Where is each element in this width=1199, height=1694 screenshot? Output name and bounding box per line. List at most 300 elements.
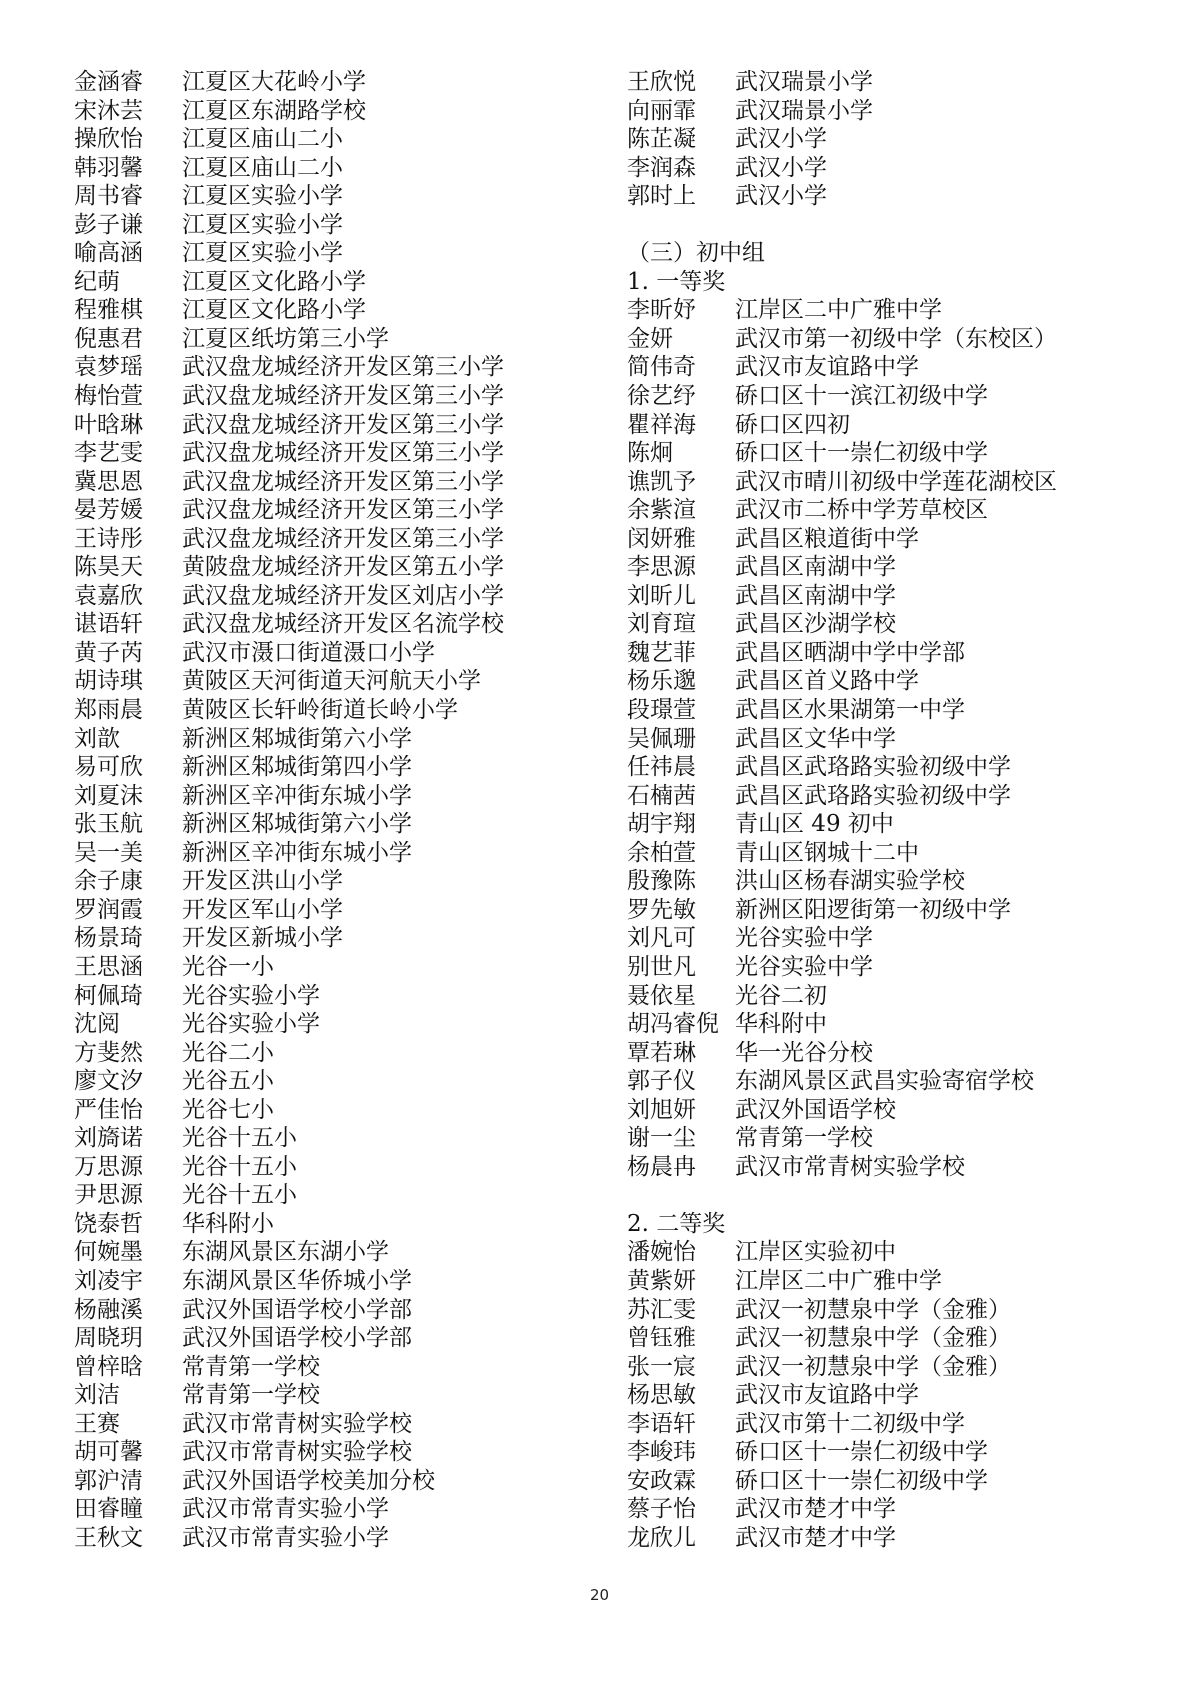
school-name: 武昌区武珞路实验初级中学 — [735, 782, 1011, 809]
award-entry-row — [74, 867, 594, 896]
award-entry-row — [74, 1238, 594, 1267]
award-entry-row — [74, 1067, 594, 1096]
school-name: 新洲区邾城街第四小学 — [182, 754, 412, 781]
awardee-name: 苏汇雯 — [627, 1296, 696, 1323]
school-name: 武汉盘龙城经济开发区刘店小学 — [182, 582, 504, 609]
award-entry-row — [627, 525, 1167, 554]
section-spacer — [627, 1181, 1167, 1210]
award-entry-row — [74, 1324, 594, 1353]
awardee-name: 刘歆 — [74, 725, 120, 752]
award-entry-row — [74, 211, 594, 240]
award-entry-row — [627, 325, 1167, 354]
school-name: 武汉一初慧泉中学（金雅） — [735, 1353, 1011, 1380]
awardee-name: 殷豫陈 — [627, 868, 696, 895]
school-name: 武汉一初慧泉中学（金雅） — [735, 1325, 1011, 1352]
awardee-name: 聂依星 — [627, 982, 696, 1009]
school-name: 光谷十五小 — [182, 1153, 297, 1180]
award-entry-row — [74, 639, 594, 668]
awardee-name: 田睿瞳 — [74, 1496, 143, 1523]
school-name: 武昌区沙湖学校 — [735, 611, 896, 638]
second-prize-list — [627, 1238, 1167, 1552]
award-entry-row — [627, 382, 1167, 411]
award-entry-row — [627, 1467, 1167, 1496]
awardee-name: 王诗彤 — [74, 525, 143, 552]
awardee-name: 曾钰雅 — [627, 1325, 696, 1352]
awardee-name: 余子康 — [74, 868, 143, 895]
school-name: 洪山区杨春湖实验学校 — [735, 868, 965, 895]
left-column — [74, 68, 594, 1552]
award-entry-row — [627, 782, 1167, 811]
awardee-name: 袁嘉欣 — [74, 582, 143, 609]
awardee-name: 刘夏沫 — [74, 782, 143, 809]
school-name: 硚口区十一崇仁初级中学 — [735, 1467, 988, 1494]
award-entry-row — [627, 1067, 1167, 1096]
school-name: 东湖风景区华侨城小学 — [182, 1267, 412, 1294]
awardee-name: 蔡子怡 — [627, 1496, 696, 1523]
awardee-name: 周晓玥 — [74, 1325, 143, 1352]
award-entry-row — [627, 68, 1167, 97]
school-name: 武汉瑞景小学 — [735, 97, 873, 124]
awardee-name: 胡宇翔 — [627, 811, 696, 838]
award-entry-row — [627, 296, 1167, 325]
award-entry-row — [74, 1096, 594, 1125]
school-name: 光谷七小 — [182, 1096, 274, 1123]
school-name: 江夏区纸坊第三小学 — [182, 325, 389, 352]
award-entry-row — [627, 753, 1167, 782]
school-name: 武汉市友谊路中学 — [735, 354, 919, 381]
school-name: 武汉瑞景小学 — [735, 69, 873, 95]
awardee-name: 金涵睿 — [74, 69, 143, 95]
school-name: 光谷十五小 — [182, 1182, 297, 1209]
awardee-name: 罗先敏 — [627, 896, 696, 923]
school-name: 武汉小学 — [735, 183, 827, 210]
awardee-name: 黄紫妍 — [627, 1267, 696, 1294]
award-entry-row — [74, 982, 594, 1011]
school-name: 江夏区文化路小学 — [182, 297, 366, 324]
awardee-name: 周书睿 — [74, 183, 143, 210]
awardee-name: 廖文汐 — [74, 1068, 143, 1095]
school-name: 武汉盘龙城经济开发区第三小学 — [182, 497, 504, 524]
awardee-name: 沈阅 — [74, 1011, 120, 1038]
school-name: 武汉市第十二初级中学 — [735, 1410, 965, 1437]
awardee-name: 石楠茜 — [627, 782, 696, 809]
award-entry-row — [74, 411, 594, 440]
school-name: 江岸区二中广雅中学 — [735, 297, 942, 324]
award-entry-row — [74, 325, 594, 354]
award-entry-row — [74, 1124, 594, 1153]
school-name: 武汉盘龙城经济开发区第三小学 — [182, 354, 504, 381]
school-name: 武汉外国语学校 — [735, 1096, 896, 1123]
award-entry-row — [74, 1210, 594, 1239]
awardee-name: 杨景琦 — [74, 925, 143, 952]
award-entry-row — [74, 725, 594, 754]
award-entry-row — [627, 982, 1167, 1011]
awardee-name: 任祎晨 — [627, 754, 696, 781]
awardee-name: 陈芷凝 — [627, 126, 696, 153]
awardee-name: 吴佩珊 — [627, 725, 696, 752]
awardee-name: 陈昊天 — [74, 554, 143, 581]
school-name: 光谷实验小学 — [182, 982, 320, 1009]
awardee-name: 陈炯 — [627, 440, 673, 467]
awardee-name: 李艺雯 — [74, 440, 143, 467]
school-name: 开发区军山小学 — [182, 896, 343, 923]
school-name: 黄陂区长轩岭街道长岭小学 — [182, 697, 458, 724]
awardee-name: 李昕妤 — [627, 297, 696, 324]
awardee-name: 冀思恩 — [74, 468, 143, 495]
school-name: 武汉小学 — [735, 126, 827, 153]
awardee-name: 杨融溪 — [74, 1296, 143, 1323]
awardee-name: 王欣悦 — [627, 69, 696, 95]
first-prize-heading: 1. 一等奖 — [627, 268, 726, 295]
school-name: 江岸区实验初中 — [735, 1239, 896, 1266]
school-name: 东湖风景区武昌实验寄宿学校 — [735, 1068, 1034, 1095]
awardee-name: 魏艺菲 — [627, 639, 696, 666]
school-name: 新洲区辛冲街东城小学 — [182, 839, 412, 866]
school-name: 江夏区庙山二小 — [182, 154, 343, 181]
award-entry-row — [627, 411, 1167, 440]
awardee-name: 喻高涵 — [74, 240, 143, 267]
awardee-name: 简伟奇 — [627, 354, 696, 381]
school-name: 武汉市晴川初级中学莲花湖校区 — [735, 468, 1057, 495]
school-name: 光谷实验小学 — [182, 1011, 320, 1038]
awardee-name: 郭子仪 — [627, 1068, 696, 1095]
school-name: 新洲区邾城街第六小学 — [182, 725, 412, 752]
school-name: 江夏区实验小学 — [182, 183, 343, 210]
award-entry-row — [74, 525, 594, 554]
awardee-name: 郭沪清 — [74, 1467, 143, 1494]
awardee-name: 谯凯予 — [627, 468, 696, 495]
award-entry-row — [627, 1010, 1167, 1039]
award-entry-row — [627, 1039, 1167, 1068]
award-entry-row — [627, 496, 1167, 525]
award-entry-row — [627, 839, 1167, 868]
award-entry-row — [627, 924, 1167, 953]
awardee-name: 李语轩 — [627, 1410, 696, 1437]
awardee-name: 刘育瑄 — [627, 611, 696, 638]
school-name: 开发区洪山小学 — [182, 868, 343, 895]
award-entry-row — [627, 667, 1167, 696]
award-entry-row — [627, 810, 1167, 839]
award-entry-row — [74, 439, 594, 468]
awardee-name: 罗润霞 — [74, 896, 143, 923]
award-entry-row — [74, 610, 594, 639]
awardee-name: 安政霖 — [627, 1467, 696, 1494]
award-entry-row — [74, 667, 594, 696]
awardee-name: 刘旭妍 — [627, 1096, 696, 1123]
award-entry-row — [627, 696, 1167, 725]
school-name: 武汉盘龙城经济开发区第三小学 — [182, 411, 504, 438]
school-name: 江夏区文化路小学 — [182, 268, 366, 295]
school-name: 光谷五小 — [182, 1068, 274, 1095]
awardee-name: 王思涵 — [74, 953, 143, 980]
awardee-name: 胡可馨 — [74, 1439, 143, 1466]
awardee-name: 胡冯睿倪 — [627, 1011, 719, 1038]
award-entry-row — [74, 896, 594, 925]
school-name: 武汉外国语学校美加分校 — [182, 1467, 435, 1494]
school-name: 硚口区四初 — [735, 411, 850, 438]
school-name: 东湖风景区东湖小学 — [182, 1239, 389, 1266]
school-name: 江夏区大花岭小学 — [182, 69, 366, 95]
award-entry-row — [627, 468, 1167, 497]
awardee-name: 刘凌宇 — [74, 1267, 143, 1294]
award-entry-row — [74, 953, 594, 982]
awardee-name: 张一宸 — [627, 1353, 696, 1380]
award-entry-row — [627, 125, 1167, 154]
school-name: 武昌区晒湖中学中学部 — [735, 639, 965, 666]
award-entry-row — [74, 553, 594, 582]
school-name: 江夏区庙山二小 — [182, 126, 343, 153]
awardee-name: 潘婉怡 — [627, 1239, 696, 1266]
award-entry-row — [627, 610, 1167, 639]
school-name: 武汉盘龙城经济开发区第三小学 — [182, 525, 504, 552]
school-name: 常青第一学校 — [735, 1125, 873, 1152]
awardee-name: 易可欣 — [74, 754, 143, 781]
award-entry-row — [74, 182, 594, 211]
school-name: 光谷二小 — [182, 1039, 274, 1066]
school-name: 武昌区武珞路实验初级中学 — [735, 754, 1011, 781]
awardee-name: 叶晗琳 — [74, 411, 143, 438]
awardee-name: 方斐然 — [74, 1039, 143, 1066]
award-entry-row — [627, 582, 1167, 611]
school-name: 武昌区粮道街中学 — [735, 525, 919, 552]
school-name: 武汉外国语学校小学部 — [182, 1296, 412, 1323]
school-name: 硚口区十一崇仁初级中学 — [735, 1439, 988, 1466]
awardee-name: 饶泰哲 — [74, 1210, 143, 1237]
awardee-name: 李润森 — [627, 154, 696, 181]
award-entry-row — [74, 924, 594, 953]
school-name: 常青第一学校 — [182, 1382, 320, 1409]
award-entry-row — [74, 1296, 594, 1325]
award-entry-row — [74, 1353, 594, 1382]
award-entry-row — [627, 97, 1167, 126]
school-name: 硚口区十一崇仁初级中学 — [735, 440, 988, 467]
awardee-name: 闵妍雅 — [627, 525, 696, 552]
awardee-name: 宋沐芸 — [74, 97, 143, 124]
school-name: 江夏区实验小学 — [182, 240, 343, 267]
school-name: 武汉盘龙城经济开发区名流学校 — [182, 611, 504, 638]
first-prize-list — [627, 296, 1167, 1181]
awardee-name: 瞿祥海 — [627, 411, 696, 438]
awardee-name: 杨晨冉 — [627, 1153, 696, 1180]
awardee-name: 张玉航 — [74, 811, 143, 838]
award-entry-row — [74, 1467, 594, 1496]
school-name: 武昌区首义路中学 — [735, 668, 919, 695]
school-name: 华科附中 — [735, 1011, 827, 1038]
awardee-name: 曾梓晗 — [74, 1353, 143, 1380]
awardee-name: 倪惠君 — [74, 325, 143, 352]
school-name: 光谷二初 — [735, 982, 827, 1009]
awardee-name: 严佳怡 — [74, 1096, 143, 1123]
award-entry-row — [74, 1524, 594, 1553]
second-prize-heading: 2. 二等奖 — [627, 1210, 726, 1237]
awardee-name: 段璟萱 — [627, 697, 696, 724]
section-title-junior-high: （三）初中组 — [627, 240, 765, 267]
school-name: 武汉市常青树实验学校 — [735, 1153, 965, 1180]
school-name: 武昌区水果湖第一中学 — [735, 697, 965, 724]
award-entry-row — [74, 1153, 594, 1182]
award-entry-row — [74, 782, 594, 811]
award-entry-row — [74, 353, 594, 382]
award-entry-row — [74, 382, 594, 411]
award-entry-row — [74, 296, 594, 325]
school-name: 武汉市第一初级中学（东校区） — [735, 325, 1057, 352]
school-name: 黄陂区天河街道天河航天小学 — [182, 668, 481, 695]
awardee-name: 晏芳媛 — [74, 497, 143, 524]
awardee-name: 谢一尘 — [627, 1125, 696, 1152]
awardee-name: 胡诗琪 — [74, 668, 143, 695]
awardee-name: 杨思敏 — [627, 1382, 696, 1409]
award-entry-row — [74, 1181, 594, 1210]
awardee-name: 纪萌 — [74, 268, 120, 295]
school-name: 武汉市常青实验小学 — [182, 1524, 389, 1551]
school-name: 武汉市楚才中学 — [735, 1496, 896, 1523]
school-name: 武汉外国语学校小学部 — [182, 1325, 412, 1352]
award-entry-row — [627, 1324, 1167, 1353]
school-name: 武汉市楚才中学 — [735, 1524, 896, 1551]
award-entry-row — [74, 1495, 594, 1524]
award-entry-row — [627, 639, 1167, 668]
awardee-name: 李峻玮 — [627, 1439, 696, 1466]
school-name: 黄陂盘龙城经济开发区第五小学 — [182, 554, 504, 581]
school-name: 新洲区阳逻街第一初级中学 — [735, 896, 1011, 923]
awardee-name: 彭子谦 — [74, 211, 143, 238]
school-name: 新洲区邾城街第六小学 — [182, 811, 412, 838]
page-number: 20 — [589, 1586, 610, 1604]
award-entry-row — [74, 239, 594, 268]
award-entry-row — [74, 1381, 594, 1410]
school-name: 武汉市滠口街道滠口小学 — [182, 639, 435, 666]
award-entry-row — [627, 1296, 1167, 1325]
school-name: 青山区钢城十二中 — [735, 839, 919, 866]
school-name: 开发区新城小学 — [182, 925, 343, 952]
school-name: 武汉盘龙城经济开发区第三小学 — [182, 468, 504, 495]
school-name: 新洲区辛冲街东城小学 — [182, 782, 412, 809]
awardee-name: 黄子芮 — [74, 639, 143, 666]
awardee-name: 刘凡可 — [627, 925, 696, 952]
award-list-primary-continued — [627, 68, 1167, 211]
awardee-name: 谌语轩 — [74, 611, 143, 638]
awardee-name: 袁梦瑶 — [74, 354, 143, 381]
award-entry-row — [627, 953, 1167, 982]
award-entry-row — [627, 896, 1167, 925]
school-name: 武汉市二桥中学芳草校区 — [735, 497, 988, 524]
school-name: 武汉市友谊路中学 — [735, 1382, 919, 1409]
award-entry-row — [74, 753, 594, 782]
awardee-name: 万思源 — [74, 1153, 143, 1180]
award-entry-row — [627, 1267, 1167, 1296]
school-name: 华科附小 — [182, 1210, 274, 1237]
award-entry-row — [74, 1039, 594, 1068]
award-entry-row — [74, 468, 594, 497]
school-name: 华一光谷分校 — [735, 1039, 873, 1066]
award-entry-row — [627, 1124, 1167, 1153]
award-entry-row — [627, 1096, 1167, 1125]
school-name: 武汉市常青树实验学校 — [182, 1410, 412, 1437]
award-entry-row — [74, 810, 594, 839]
awardee-name: 柯佩琦 — [74, 982, 143, 1009]
award-entry-row — [74, 496, 594, 525]
award-entry-row — [627, 353, 1167, 382]
school-name: 江岸区二中广雅中学 — [735, 1267, 942, 1294]
awardee-name: 徐艺纾 — [627, 383, 696, 410]
award-entry-row — [627, 1438, 1167, 1467]
award-entry-row — [74, 696, 594, 725]
school-name: 武汉市常青实验小学 — [182, 1496, 389, 1523]
awardee-name: 尹思源 — [74, 1182, 143, 1209]
award-entry-row — [627, 182, 1167, 211]
award-entry-row — [627, 1495, 1167, 1524]
school-name: 武汉市常青树实验学校 — [182, 1439, 412, 1466]
awardee-name: 别世凡 — [627, 953, 696, 980]
awardee-name: 李思源 — [627, 554, 696, 581]
award-entry-row — [627, 867, 1167, 896]
awardee-name: 郑雨晨 — [74, 697, 143, 724]
awardee-name: 梅怡萱 — [74, 383, 143, 410]
award-entry-row — [627, 1410, 1167, 1439]
award-entry-row — [74, 1267, 594, 1296]
awardee-name: 程雅棋 — [74, 297, 143, 324]
awardee-name: 刘旖诺 — [74, 1125, 143, 1152]
awardee-name: 杨乐邈 — [627, 668, 696, 695]
school-name: 武昌区文华中学 — [735, 725, 896, 752]
school-name: 武昌区南湖中学 — [735, 554, 896, 581]
school-name: 武汉一初慧泉中学（金雅） — [735, 1296, 1011, 1323]
awardee-name: 吴一美 — [74, 839, 143, 866]
award-entry-row — [74, 1010, 594, 1039]
award-entry-row — [74, 582, 594, 611]
school-name: 常青第一学校 — [182, 1353, 320, 1380]
school-name: 江夏区东湖路学校 — [182, 97, 366, 124]
award-entry-row — [627, 1381, 1167, 1410]
school-name: 光谷十五小 — [182, 1125, 297, 1152]
award-entry-row — [627, 725, 1167, 754]
awardee-name: 王赛 — [74, 1410, 120, 1437]
school-name: 青山区 49 初中 — [735, 811, 894, 838]
awardee-name: 操欣怡 — [74, 126, 143, 153]
school-name: 武汉盘龙城经济开发区第三小学 — [182, 440, 504, 467]
awardee-name: 龙欣儿 — [627, 1524, 696, 1551]
awardee-name: 刘洁 — [74, 1382, 120, 1409]
awardee-name: 韩羽馨 — [74, 154, 143, 181]
awardee-name: 金妍 — [627, 325, 673, 352]
awardee-name: 覃若琳 — [627, 1039, 696, 1066]
award-entry-row — [74, 268, 594, 297]
right-column — [627, 68, 1167, 1552]
awardee-name: 刘昕儿 — [627, 582, 696, 609]
awardee-name: 余柏萱 — [627, 839, 696, 866]
award-entry-row — [74, 839, 594, 868]
award-entry-row — [627, 1238, 1167, 1267]
school-name: 武昌区南湖中学 — [735, 582, 896, 609]
award-entry-row — [627, 1524, 1167, 1553]
awardee-name: 余紫渲 — [627, 497, 696, 524]
school-name: 光谷实验中学 — [735, 953, 873, 980]
award-entry-row — [627, 1153, 1167, 1182]
school-name: 江夏区实验小学 — [182, 211, 343, 238]
school-name: 光谷一小 — [182, 953, 274, 980]
award-entry-row — [627, 439, 1167, 468]
school-name: 硚口区十一滨江初级中学 — [735, 383, 988, 410]
award-entry-row — [74, 1410, 594, 1439]
award-entry-row — [74, 125, 594, 154]
awardee-name: 郭时上 — [627, 183, 696, 210]
awardee-name: 何婉墨 — [74, 1239, 143, 1266]
award-entry-row — [74, 1438, 594, 1467]
awardee-name: 向丽霏 — [627, 97, 696, 124]
section-spacer — [627, 211, 1167, 240]
school-name: 武汉盘龙城经济开发区第三小学 — [182, 383, 504, 410]
award-entry-row — [627, 1353, 1167, 1382]
